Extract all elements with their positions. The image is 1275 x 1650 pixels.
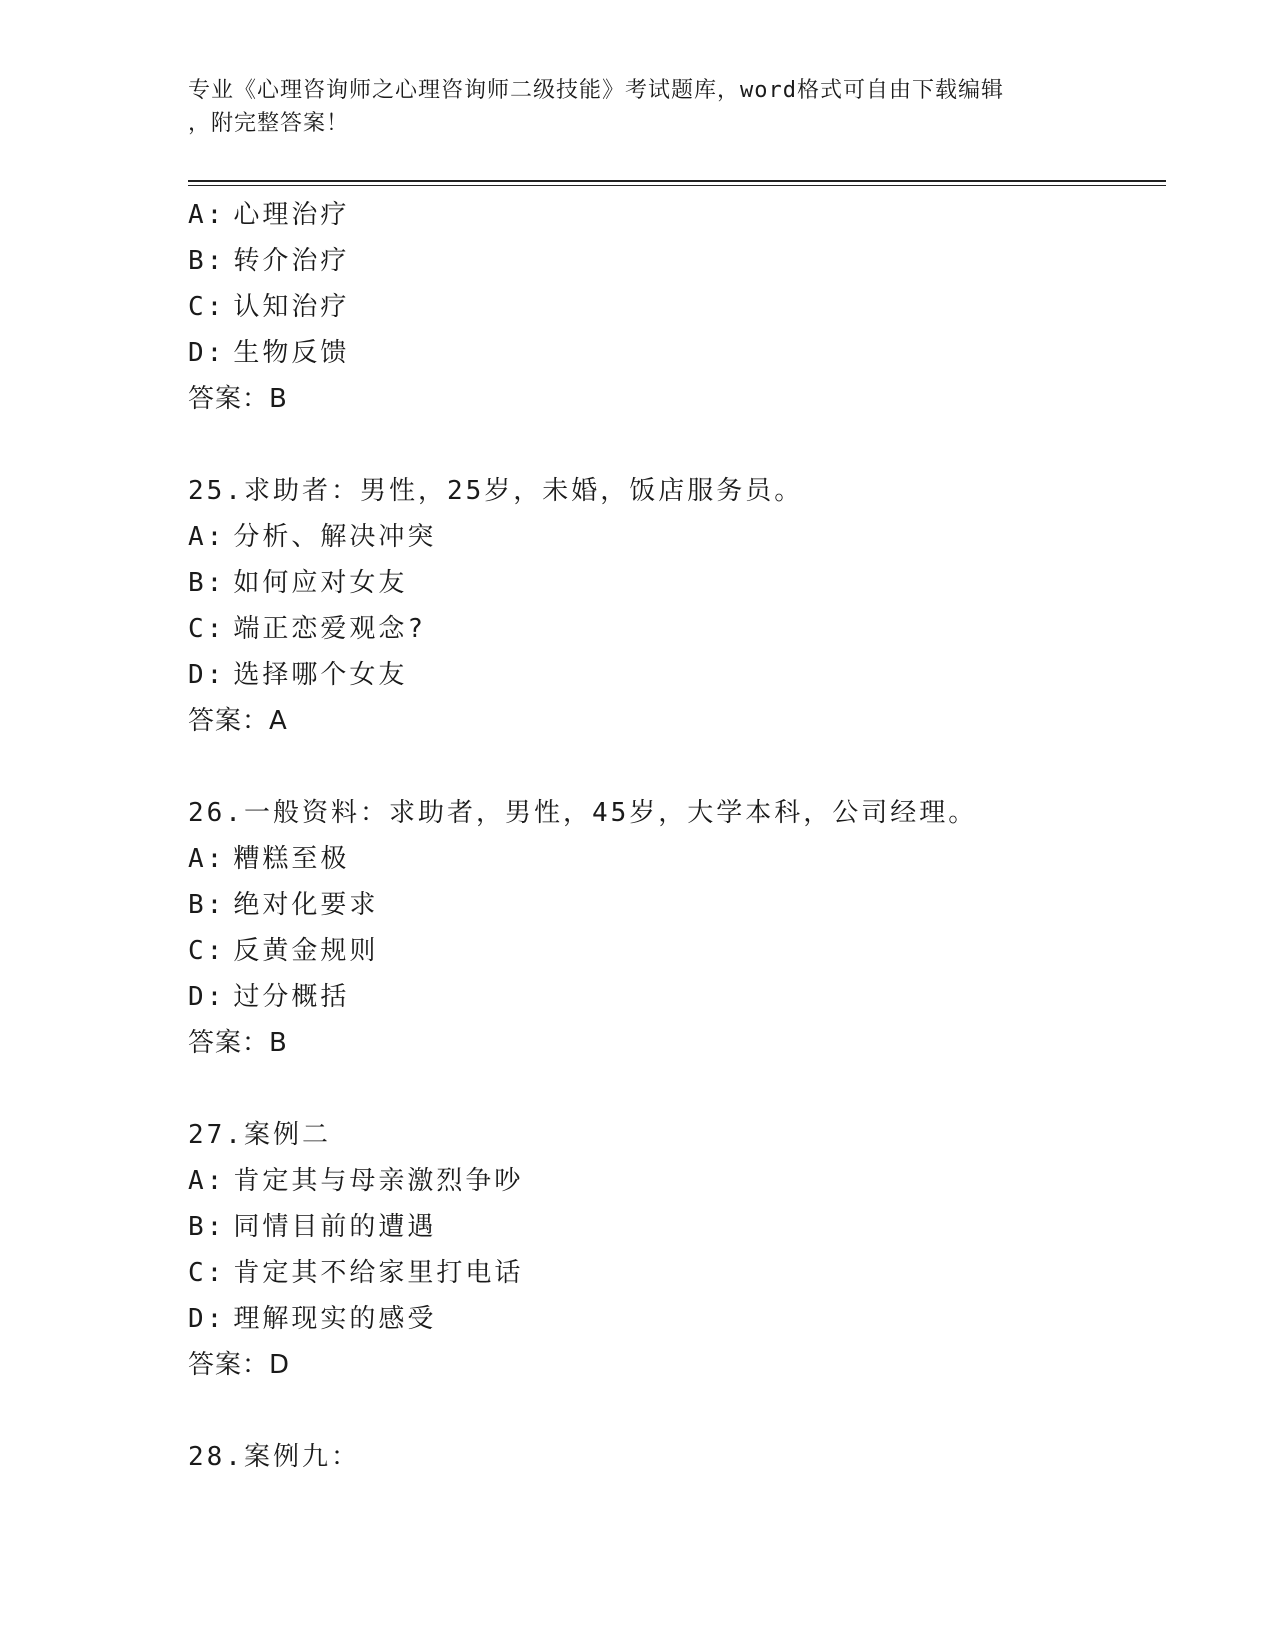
option-letter: A — [188, 522, 207, 552]
question-block — [188, 1112, 1148, 1388]
option-text: 理解现实的感受 — [233, 1304, 437, 1334]
option-text: 分析、解决冲突 — [233, 522, 437, 552]
question-block — [188, 468, 1148, 744]
option-row: B: 如何应对女友 — [188, 568, 408, 598]
option-row: D: 过分概括 — [188, 982, 350, 1012]
option-row: D: 选择哪个女友 — [188, 660, 408, 690]
option-row: B: 绝对化要求 — [188, 890, 379, 920]
option-text: 过分概括 — [233, 982, 350, 1012]
header-divider-thick — [188, 180, 1166, 182]
option-text: 绝对化要求 — [233, 890, 379, 920]
question-block — [188, 1434, 1148, 1480]
option-letter: D — [188, 338, 207, 368]
option-row: D: 生物反馈 — [188, 338, 350, 368]
question-block — [188, 192, 1148, 422]
option-letter: C — [188, 614, 207, 644]
header-divider-thin — [188, 185, 1166, 186]
option-letter: D — [188, 982, 207, 1012]
option-row: B: 同情目前的遭遇 — [188, 1212, 437, 1242]
option-letter: A — [188, 1166, 207, 1196]
option-text: 转介治疗 — [233, 246, 350, 276]
option-text: 肯定其与母亲激烈争吵 — [233, 1166, 524, 1196]
answer-line: 答案：B — [188, 384, 288, 414]
option-text: 肯定其不给家里打电话 — [233, 1258, 524, 1288]
option-text: 反黄金规则 — [233, 936, 379, 966]
option-row: A: 分析、解决冲突 — [188, 522, 437, 552]
option-row: B: 转介治疗 — [188, 246, 350, 276]
option-row: C: 肯定其不给家里打电话 — [188, 1258, 524, 1288]
option-row: A: 肯定其与母亲激烈争吵 — [188, 1166, 524, 1196]
header-line-2: ，附完整答案！ — [188, 111, 350, 136]
option-text: 心理治疗 — [233, 200, 350, 230]
option-text: 端正恋爱观念? — [233, 614, 426, 644]
answer-line: 答案：B — [188, 1028, 288, 1058]
option-row: C: 认知治疗 — [188, 292, 350, 322]
option-text: 糟糕至极 — [233, 844, 350, 874]
option-text: 选择哪个女友 — [233, 660, 408, 690]
option-text: 同情目前的遭遇 — [233, 1212, 437, 1242]
option-row: D: 理解现实的感受 — [188, 1304, 437, 1334]
header-line-1: 专业《心理咨询师之心理咨询师二级技能》考试题库，word格式可自由下载编辑 — [188, 78, 1004, 103]
question-stem: 25.求助者：男性，25岁，未婚，饭店服务员。 — [188, 476, 804, 506]
option-row: C: 端正恋爱观念? — [188, 614, 426, 644]
answer-line: 答案：A — [188, 706, 288, 736]
option-row: C: 反黄金规则 — [188, 936, 379, 966]
option-letter: C — [188, 1258, 207, 1288]
option-letter: D — [188, 660, 207, 690]
option-letter: A — [188, 844, 207, 874]
option-letter: A — [188, 200, 207, 230]
question-stem: 27.案例二 — [188, 1120, 331, 1150]
question-block — [188, 790, 1148, 1066]
option-letter: C — [188, 292, 207, 322]
document-header — [188, 74, 1088, 140]
option-letter: C — [188, 936, 207, 966]
option-letter: B — [188, 1212, 207, 1242]
option-text: 如何应对女友 — [233, 568, 408, 598]
option-text: 认知治疗 — [233, 292, 350, 322]
question-list — [188, 192, 1148, 1480]
question-stem: 28.案例九： — [188, 1442, 360, 1472]
option-letter: B — [188, 246, 207, 276]
option-letter: B — [188, 568, 207, 598]
option-letter: D — [188, 1304, 207, 1334]
option-row: A: 糟糕至极 — [188, 844, 350, 874]
answer-line: 答案：D — [188, 1350, 291, 1380]
question-stem: 26.一般资料：求助者，男性，45岁，大学本科，公司经理。 — [188, 798, 978, 828]
option-text: 生物反馈 — [233, 338, 350, 368]
option-letter: B — [188, 890, 207, 920]
option-row: A: 心理治疗 — [188, 200, 350, 230]
